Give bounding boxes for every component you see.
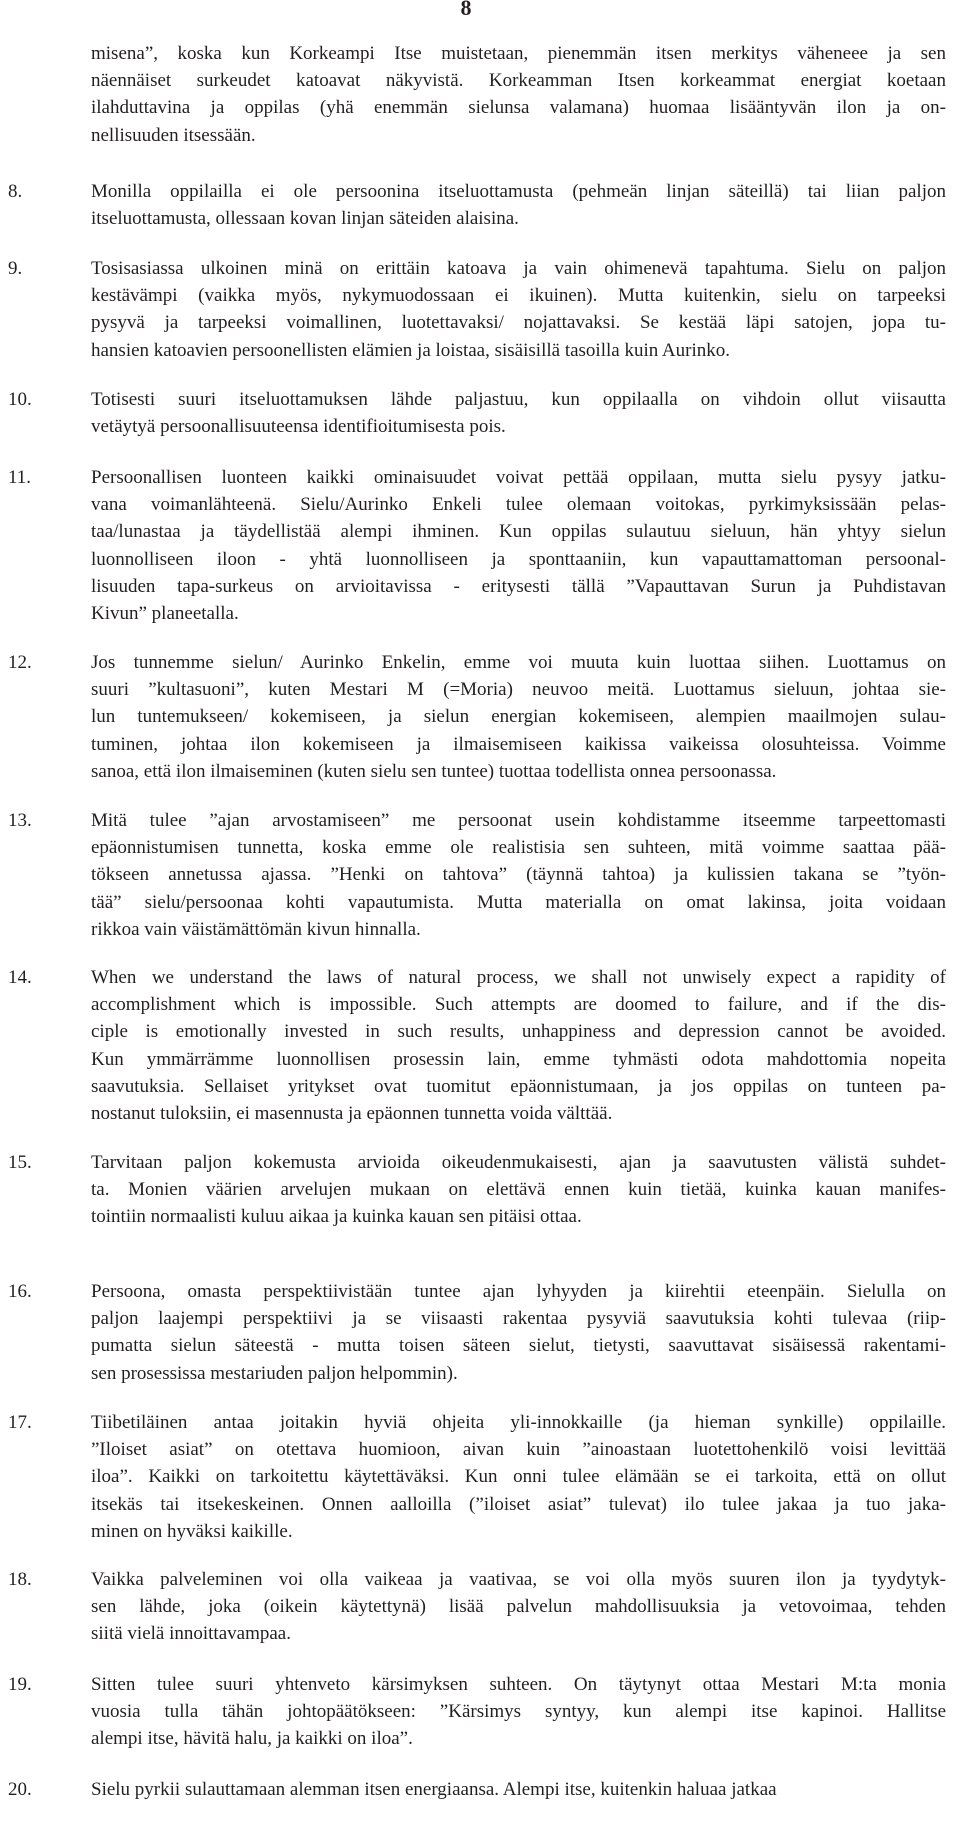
text-line: suuri ”kultasuoni”, kuten Mestari M (=Moria) neuvoo meitä. Luottamus sieluun, johtaa sie- — [91, 679, 946, 701]
list-item-text — [91, 964, 946, 1127]
text-line: rikkoa vain väistämättömän kivun hinnalla. — [91, 918, 421, 940]
list-item-text — [91, 464, 946, 627]
text-line: tökseen annetussa ajassa. ”Henki on tahtova” (täynnä tahtoa) ja kulissien takana se ”työn- — [91, 864, 946, 886]
list-item-text — [91, 649, 946, 785]
list-item-text — [91, 1409, 946, 1545]
text-line: Sitten tulee suuri yhtenveto kärsimyksen suhteen. On täytynyt ottaa Mestari M:ta monia — [91, 1674, 946, 1695]
text-line: iloa”. Kaikki on tarkoitettu käytettäväksi. Kun onni tulee elämään se ei tarkoita, että on ollut — [91, 1466, 946, 1488]
text-line: ciple is emotionally invested in such results, unhappiness and depression cannot be avoided. — [91, 1021, 946, 1043]
list-item-number: 18. — [8, 1569, 32, 1590]
text-line: vana voimanlähteenä. Sielu/Aurinko Enkeli tulee olemaan voitokas, pyrkimyksissään pelas- — [91, 494, 946, 516]
text-line: tointiin normaalisti kuluu aikaa ja kuinka kauan sen pitäisi ottaa. — [91, 1206, 582, 1228]
list-item-text — [91, 178, 946, 232]
text-line: itsekäs tai itsekeskeinen. Onnen aalloilla (”iloiset asiat” tulevat) ilo tulee jakaa ja tuo jaka- — [91, 1493, 946, 1515]
list-item-text — [91, 1566, 946, 1648]
text-line: itseluottamusta, ollessaan kovan linjan säteiden alaisina. — [91, 208, 519, 230]
text-line: sen lähde, joka (oikein käytettynä) lisää palvelun mahdollisuuksia ja vetovoimaa, tehden — [91, 1596, 946, 1618]
list-item-text — [91, 1776, 946, 1803]
text-line: luonnolliseen iloon - yhtä luonnolliseen ja sponttaaniin, kun vapauttamattoman persoonal- — [91, 548, 946, 570]
text-line: Tosisasiassa ulkoinen minä on erittäin katoava ja vain ohimenevä tapahtuma. Sielu on paljon — [91, 258, 946, 279]
text-line: Tarvitaan paljon kokemusta arvioida oikeudenmukaisesti, ajan ja saavutusten välistä suhdet- — [91, 1152, 946, 1173]
list-item-text — [91, 1149, 946, 1231]
list-item-number: 19. — [8, 1674, 32, 1695]
text-line: Vaikka palveleminen voi olla vaikeaa ja vaativaa, se voi olla myös suuren ilon ja tyydytyk- — [91, 1569, 946, 1590]
text-line: taa/lunastaa ja täydellistää alempi ihminen. Kun oppilas sulautuu sieluun, hän yhtyy sielun — [91, 521, 946, 543]
list-item-text — [91, 386, 946, 440]
text-line: saavutuksia. Sellaiset yritykset ovat tuomitut epäonnistumaan, ja jos oppilas on tunteen pa- — [91, 1075, 946, 1097]
list-item-number: 11. — [8, 467, 32, 488]
text-line: näennäiset surkeudet katoavat näkyvistä. Korkeamman Itsen korkeammat energiat koetaan — [91, 70, 946, 92]
text-line: siitä vielä innoittavampaa. — [91, 1623, 291, 1645]
text-line: lun tuntemukseen/ kokemiseen, ja sielun energian kokemiseen, alempien maailmojen sulau- — [91, 706, 946, 728]
text-line: Monilla oppilailla ei ole persoonina itseluottamusta (pehmeän linjan säteillä) tai liian paljon — [91, 181, 946, 202]
text-line: alempi itse, hävitä halu, ja kaikki on iloa”. — [91, 1728, 413, 1750]
text-line: Persoonallisen luonteen kaikki ominaisuudet voivat pettää oppilaan, mutta sielu pysyy jatku- — [91, 467, 946, 488]
list-item-number: 17. — [8, 1412, 32, 1433]
text-line: pumatta sielun säteestä - mutta toisen säteen sielut, tietysti, saavuttavat sisäisessä rakentami- — [91, 1335, 946, 1357]
list-item-number: 15. — [8, 1152, 32, 1173]
text-line: vuosia tulla tähän johtopäätökseen: ”Kärsimys syntyy, kun alempi itse kapinoi. Hallitse — [91, 1701, 946, 1723]
text-line: ta. Monien väärien arvelujen mukaan on elettävä ennen kuin tietää, kuinka kauan manifes- — [91, 1179, 946, 1201]
text-line: Sielu pyrkii sulauttamaan alemman itsen energiaansa. Alempi itse, kuitenkin haluaa jatkaa — [91, 1779, 777, 1800]
text-line: Kun ymmärrämme luonnollisen prosessin lain, emme tyhmästi odota mahdottomia nopeita — [91, 1048, 946, 1070]
text-line: ilahduttavina ja oppilas (yhä enemmän sielunsa valamana) huomaa lisääntyvän ilon ja on- — [91, 97, 946, 119]
text-line: minen on hyväksi kaikille. — [91, 1520, 293, 1542]
text-line: Tiibetiläinen antaa joitakin hyviä ohjeita yli-innokkaille (ja hieman synkille) oppilaille. — [91, 1412, 946, 1433]
list-item-number: 20. — [8, 1779, 32, 1800]
text-line: When we understand the laws of natural process, we shall not unwisely expect a rapidity of — [91, 967, 946, 988]
text-line: vetäytyä persoonallisuuteensa identifioitumisesta pois. — [91, 416, 506, 438]
list-item-text — [91, 255, 946, 364]
list-item-number: 9. — [8, 258, 23, 279]
list-item-text — [91, 807, 946, 943]
list-item-text — [91, 1278, 946, 1387]
list-item-number: 16. — [8, 1281, 32, 1302]
page-number: 8 — [460, 0, 472, 20]
text-line: nostanut tuloksiin, ei masennusta ja epäonnen tunnetta voida välttää. — [91, 1103, 613, 1125]
paragraph-text — [91, 40, 946, 149]
list-item-number: 12. — [8, 652, 32, 673]
text-line: ”Iloiset asiat” on otettava huomioon, aivan kuin ”ainoastaan luotettohenkilö voisi levittää — [91, 1439, 946, 1461]
text-line: Totisesti suuri itseluottamuksen lähde paljastuu, kun oppilaalla on vihdoin ollut viisautta — [91, 389, 946, 410]
list-item-text — [91, 1671, 946, 1753]
text-line: Jos tunnemme sielun/ Aurinko Enkelin, emme voi muuta kuin luottaa siihen. Luottamus on — [91, 652, 946, 673]
text-line: kestävämpi (vaikka myös, nykymuodossaan ei ikuinen). Mutta kuitenkin, sielu on tarpeeksi — [91, 285, 946, 307]
text-line: sanoa, että ilon ilmaiseminen (kuten sielu sen tuntee) tuottaa todellista onnea persoonassa. — [91, 760, 777, 782]
list-item-number: 8. — [8, 181, 23, 202]
text-line: paljon laajempi perspektiivi ja se viisaasti rakentaa pysyviä saavutuksia kohti tulevaa (riip- — [91, 1308, 946, 1330]
text-line: Mitä tulee ”ajan arvostamiseen” me persoonat usein kohdistamme itseemme tarpeettomasti — [91, 810, 946, 831]
text-line: sen prosessissa mestariuden paljon helpommin). — [91, 1362, 458, 1384]
text-line: epäonnistumisen tunnetta, koska emme ole realistisia sen suhteen, mitä voimme saattaa pää- — [91, 837, 946, 859]
text-line: misena”, koska kun Korkeampi Itse muistetaan, pienemmän itsen merkitys väheneee ja sen — [91, 43, 946, 64]
text-line: Kivun” planeetalla. — [91, 603, 239, 625]
text-line: nellisuuden itsessään. — [91, 124, 256, 146]
text-line: accomplishment which is impossible. Such attempts are doomed to failure, and if the dis- — [91, 994, 946, 1016]
list-item-number: 13. — [8, 810, 32, 831]
text-line: Persoona, omasta perspektiivistään tuntee ajan lyhyyden ja kiirehtii eteenpäin. Sielulla on — [91, 1281, 946, 1302]
text-line: tuminen, johtaa ilon kokemiseen ja ilmaisemiseen kaikissa vaikeissa olosuhteissa. Voimme — [91, 733, 946, 755]
text-line: lisuuden tapa-surkeus on arvioitavissa - eritysesti tällä ”Vapauttavan Surun ja Puhdistavan — [91, 575, 946, 597]
text-line: hansien katoavien persoonellisten elämien ja loistaa, sisäisillä tasoilla kuin Aurinko. — [91, 339, 730, 361]
text-line: tää” sielu/persoonaa kohti vapautumista. Mutta materialla on omat lakinsa, joita voidaan — [91, 891, 946, 913]
text-line: pysyvä ja tarpeeksi voimallinen, luotettavaksi/ nojattavaksi. Se kestää läpi satojen, jopa tu- — [91, 312, 946, 334]
list-item-number: 10. — [8, 389, 32, 410]
list-item-number: 14. — [8, 967, 32, 988]
